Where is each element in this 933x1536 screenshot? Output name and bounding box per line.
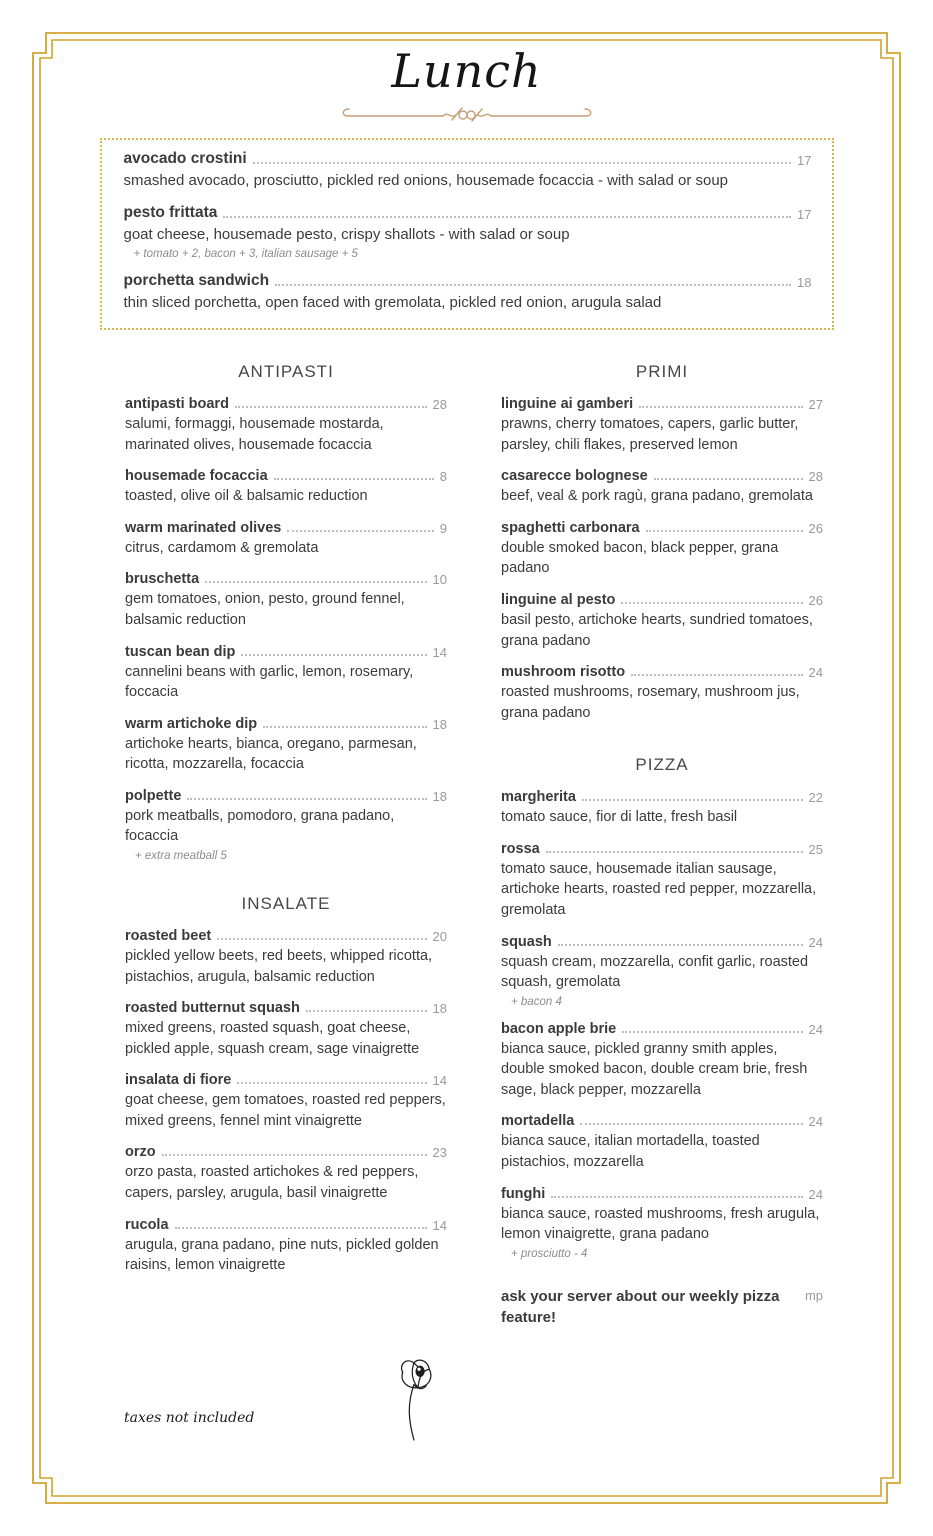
dotted-leader — [241, 654, 426, 656]
feature-note-price: mp — [804, 1287, 823, 1303]
item-description: bianca sauce, pickled granny smith apples, double smoked bacon, double cream brie, fresh sage, black pepper, mozzarella — [501, 1040, 808, 1098]
item-title-row — [124, 150, 812, 168]
section-title-primi: PRIMI — [635, 362, 689, 382]
item-name: margherita — [501, 789, 576, 806]
item-price: 24 — [808, 665, 823, 681]
item-title-row — [501, 1113, 823, 1129]
item-title-row — [125, 644, 447, 660]
section-title-antipasti: ANTIPASTI — [238, 362, 334, 382]
item-title-row — [125, 1217, 447, 1233]
item-price: 24 — [808, 1114, 823, 1130]
item-description: goat cheese, housemade pesto, crispy shallots - with salad or soup — [123, 225, 570, 243]
item-description: salumi, formaggi, housemade mostarda, marinated olives, housemade focaccia — [125, 416, 384, 453]
menu-item — [124, 150, 812, 192]
item-name: mushroom risotto — [501, 664, 626, 681]
item-description: roasted mushrooms, rosemary, mushroom jus, grana padano — [501, 684, 800, 721]
item-addon-note: + prosciutto - 4 — [511, 1247, 588, 1260]
item-description: pickled yellow beets, red beets, whipped ricotta, pistachios, arugula, balsamic reduction — [125, 948, 433, 985]
item-price: 24 — [808, 1021, 823, 1037]
item-price: 22 — [808, 790, 823, 806]
pizza-items — [501, 789, 823, 1260]
item-price: 24 — [808, 934, 823, 950]
dotted-leader — [162, 1154, 427, 1156]
item-description: basil pesto, artichoke hearts, sundried tomatoes, grana padano — [501, 611, 813, 649]
right-column — [501, 330, 823, 1328]
item-title-row — [501, 520, 823, 536]
item-price: 28 — [808, 469, 823, 485]
menu-title: Lunch — [391, 44, 542, 98]
item-price: 14 — [432, 1217, 447, 1233]
featured-specials-box — [100, 138, 834, 330]
dotted-leader — [205, 581, 426, 583]
dotted-leader — [235, 406, 427, 408]
item-price: 20 — [432, 929, 447, 944]
item-name: casarecce bolognese — [501, 468, 648, 485]
menu-item — [125, 571, 447, 630]
item-price: 26 — [808, 592, 823, 608]
item-description: prawns, cherry tomatoes, capers, garlic butter, parsley, chili flakes, preserved lemon — [501, 416, 799, 453]
dotted-leader — [654, 478, 803, 480]
item-description: bianca sauce, italian mortadella, toasted pistachios, mozzarella — [501, 1133, 760, 1171]
item-price: 14 — [432, 1073, 447, 1089]
dotted-leader — [187, 798, 426, 800]
insalate-items — [125, 928, 447, 1276]
item-title-row — [125, 1000, 447, 1016]
menu-item — [124, 272, 812, 314]
item-description: pork meatballs, pomodoro, grana padano, focaccia — [125, 807, 395, 845]
item-title-row — [501, 664, 823, 680]
item-title-row — [125, 716, 447, 732]
item-price: 18 — [432, 1001, 447, 1017]
menu-item — [501, 468, 823, 507]
section-title-pizza: PIZZA — [635, 755, 689, 775]
menu-item — [501, 841, 823, 921]
dotted-leader — [223, 216, 791, 218]
menu-item — [125, 468, 447, 507]
dotted-leader — [582, 799, 803, 801]
item-title-row — [501, 1021, 823, 1037]
item-name: warm marinated olives — [125, 519, 282, 536]
item-name: mortadella — [501, 1113, 575, 1130]
primi-items — [501, 396, 823, 723]
item-title-row — [125, 1072, 447, 1088]
item-price: 18 — [432, 788, 447, 804]
item-title-row — [501, 1186, 823, 1202]
dotted-leader — [217, 938, 426, 940]
menu-item — [125, 788, 447, 862]
item-name: polpette — [125, 787, 182, 804]
item-description: tomato sauce, housemade italian sausage, artichoke hearts, roasted red pepper, mozzarella, gremolata — [501, 860, 817, 918]
item-name: squash — [501, 933, 552, 950]
item-name: antipasti board — [125, 396, 229, 413]
item-description: mixed greens, roasted squash, goat cheese, pickled apple, squash cream, sage vinaigrette — [125, 1020, 420, 1057]
menu-item — [125, 716, 447, 775]
dotted-leader — [621, 602, 802, 604]
dotted-leader — [580, 1123, 802, 1125]
item-name: pesto frittata — [123, 203, 218, 221]
dotted-leader — [263, 726, 426, 728]
item-title-row — [501, 789, 823, 805]
menu-item — [501, 934, 823, 1008]
item-price: 27 — [808, 397, 823, 413]
item-description: smashed avocado, prosciutto, pickled red onions, housemade focaccia - with salad or soup — [123, 172, 729, 189]
dotted-leader — [237, 1082, 426, 1084]
item-name: insalata di fiore — [125, 1072, 232, 1089]
item-title-row — [125, 396, 447, 412]
item-name: tuscan bean dip — [125, 643, 236, 660]
item-name: bruschetta — [125, 571, 200, 588]
item-title-row — [125, 571, 447, 587]
menu-content — [0, 44, 933, 1426]
item-price: 18 — [797, 275, 812, 291]
menu-item — [501, 1186, 823, 1260]
item-title-row — [501, 592, 823, 608]
item-title-row — [125, 520, 447, 536]
item-description: squash cream, mozzarella, confit garlic, roasted squash, gremolata — [501, 953, 809, 991]
item-addon-note: + extra meatball 5 — [135, 850, 227, 862]
item-name: funghi — [501, 1185, 546, 1202]
item-description: goat cheese, gem tomatoes, roasted red peppers, mixed greens, fennel mint vinaigrette — [125, 1092, 446, 1129]
item-name: orzo — [125, 1144, 156, 1161]
dotted-leader — [551, 1196, 802, 1198]
menu-item — [501, 396, 823, 455]
item-title-row — [501, 468, 823, 484]
item-name: rossa — [501, 840, 540, 857]
menu-item — [125, 928, 447, 987]
item-name: rucola — [125, 1216, 169, 1233]
item-name: warm artichoke dip — [125, 715, 258, 732]
dotted-leader — [253, 162, 791, 164]
dotted-leader — [287, 530, 433, 532]
left-column — [125, 330, 447, 1328]
item-title-row — [125, 788, 447, 804]
dotted-leader — [558, 944, 803, 946]
item-price: 28 — [432, 397, 447, 413]
menu-columns — [125, 330, 823, 1328]
weekly-pizza-feature-note — [501, 1286, 823, 1328]
dotted-leader — [306, 1010, 427, 1012]
item-price: 17 — [797, 153, 812, 168]
item-description: orzo pasta, roasted artichokes & red peppers, capers, parsley, arugula, basil vinaigrette — [125, 1164, 419, 1202]
antipasti-items — [125, 396, 447, 862]
item-description: cannelini beans with garlic, lemon, rosemary, foccacia — [125, 663, 414, 701]
item-price: 25 — [808, 841, 823, 857]
menu-item — [124, 204, 812, 261]
item-name: spaghetti carbonara — [501, 519, 640, 536]
menu-item — [125, 396, 447, 455]
menu-item — [501, 520, 823, 579]
item-price: 23 — [432, 1145, 447, 1161]
menu-item — [501, 592, 823, 651]
dotted-leader — [546, 851, 803, 853]
item-title-row — [124, 272, 812, 290]
flower-illustration-icon — [386, 1358, 448, 1442]
item-description: citrus, cardamom & gremolata — [125, 539, 319, 556]
dotted-leader — [639, 406, 802, 408]
menu-item — [125, 1217, 447, 1276]
dotted-leader — [175, 1227, 427, 1229]
item-title-row — [501, 396, 823, 412]
item-description: gem tomatoes, onion, pesto, ground fennel, balsamic reduction — [125, 591, 405, 628]
menu-item — [125, 1000, 447, 1059]
item-description: double smoked bacon, black pepper, grana padano — [501, 539, 779, 577]
item-title-row — [125, 928, 447, 944]
item-name: bacon apple brie — [501, 1020, 617, 1037]
item-title-row — [125, 1144, 447, 1160]
item-name: porchetta sandwich — [123, 272, 270, 290]
menu-item — [501, 789, 823, 828]
item-title-row — [501, 841, 823, 857]
item-description: arugula, grana padano, pine nuts, pickled golden raisins, lemon vinaigrette — [125, 1236, 439, 1274]
dotted-leader — [631, 674, 802, 676]
item-name: linguine al pesto — [501, 591, 616, 608]
item-description: bianca sauce, roasted mushrooms, fresh arugula, lemon vinaigrette, grana padano — [501, 1205, 820, 1243]
item-price: 9 — [439, 520, 447, 536]
item-name: roasted beet — [125, 928, 212, 944]
feature-note-text: ask your server about our weekly pizza feature! — [501, 1287, 780, 1326]
menu-item — [501, 664, 823, 723]
item-name: avocado crostini — [123, 150, 247, 167]
item-price: 26 — [808, 520, 823, 536]
item-name: roasted butternut squash — [125, 1000, 300, 1017]
menu-item — [125, 520, 447, 559]
dotted-leader — [646, 530, 803, 532]
dotted-leader — [275, 284, 791, 286]
dotted-leader — [274, 478, 434, 480]
item-title-row — [125, 468, 447, 484]
item-title-row — [501, 934, 823, 950]
item-addon-note: + tomato + 2, bacon + 3, italian sausage + 5 — [133, 248, 358, 261]
item-price: 8 — [439, 469, 447, 485]
menu-item — [125, 644, 447, 703]
item-description: tomato sauce, fior di latte, fresh basil — [501, 809, 738, 826]
item-description: toasted, olive oil & balsamic reduction — [125, 488, 368, 505]
item-name: housemade focaccia — [125, 468, 268, 485]
item-price: 14 — [432, 644, 447, 660]
menu-item — [125, 1072, 447, 1131]
dotted-leader — [622, 1031, 802, 1033]
menu-item — [501, 1113, 823, 1172]
taxes-note: taxes not included — [124, 1410, 255, 1426]
item-description: beef, veal & pork ragù, grana padano, gremolata — [501, 488, 813, 505]
item-price: 24 — [808, 1186, 823, 1202]
item-description: artichoke hearts, bianca, oregano, parmesan, ricotta, mozzarella, focaccia — [125, 735, 417, 773]
item-price: 10 — [432, 572, 447, 588]
menu-item — [501, 1021, 823, 1101]
item-name: linguine ai gamberi — [501, 396, 634, 413]
item-title-row — [124, 204, 812, 222]
item-price: 18 — [432, 716, 447, 732]
divider-flourish-icon — [337, 106, 597, 126]
section-title-insalate: INSALATE — [241, 894, 331, 913]
item-addon-note: + bacon 4 — [511, 995, 562, 1008]
item-description: thin sliced porchetta, open faced with gremolata, pickled red onion, arugula salad — [123, 294, 662, 312]
item-price: 17 — [797, 206, 812, 222]
menu-item — [125, 1144, 447, 1203]
